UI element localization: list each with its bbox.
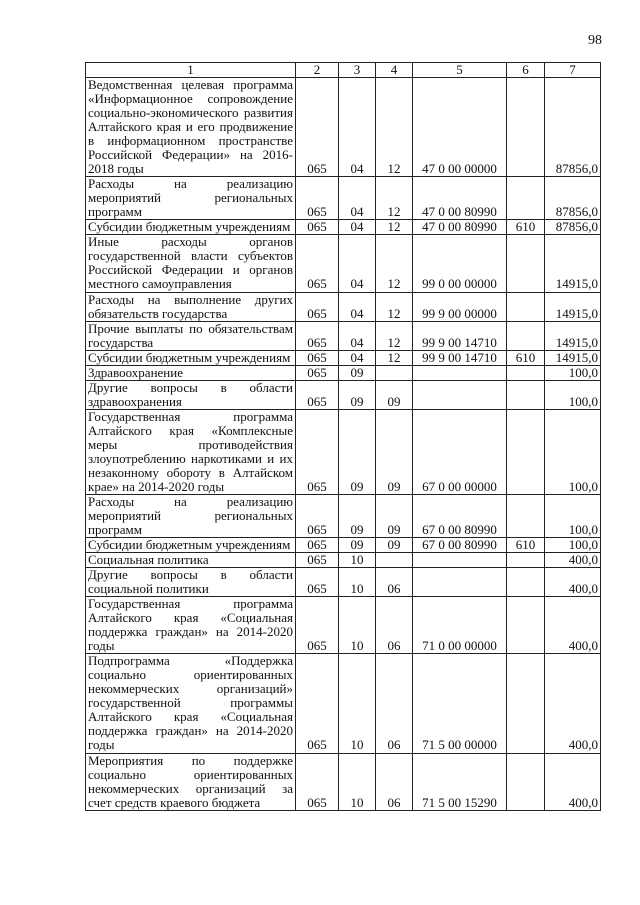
table-row — [86, 597, 601, 654]
row-department-code: 065 — [296, 177, 339, 220]
row-department-code: 065 — [296, 654, 339, 753]
row-department-code: 065 — [296, 409, 339, 494]
row-amount: 14915,0 — [545, 292, 601, 321]
table-row — [86, 753, 601, 810]
row-subsection: 12 — [376, 78, 413, 177]
row-subsection: 12 — [376, 177, 413, 220]
row-description: Здравоохранение — [86, 365, 296, 380]
table-row — [86, 494, 601, 537]
row-subsection: 12 — [376, 220, 413, 235]
row-expense-type — [507, 235, 545, 292]
row-subsection: 12 — [376, 321, 413, 350]
row-department-code: 065 — [296, 380, 339, 409]
table-row — [86, 78, 601, 177]
column-header: 5 — [413, 63, 507, 78]
column-header: 2 — [296, 63, 339, 78]
row-expense-type — [507, 365, 545, 380]
row-section: 10 — [339, 654, 376, 753]
row-description: Государственная программа Алтайского края «Комплексные меры противодействия злоупотреблению наркотиками и их незаконному обороту в Алтайском крае» на 2014-2020 годы — [86, 409, 296, 494]
row-description: Прочие выплаты по обязательствам государства — [86, 321, 296, 350]
row-amount: 100,0 — [545, 538, 601, 553]
row-target-article: 71 5 00 15290 — [413, 753, 507, 810]
row-amount: 400,0 — [545, 597, 601, 654]
page-number: 98 — [588, 33, 602, 48]
row-expense-type — [507, 753, 545, 810]
row-section: 10 — [339, 568, 376, 597]
row-amount: 87856,0 — [545, 177, 601, 220]
row-department-code: 065 — [296, 365, 339, 380]
row-description: Расходы на выполнение других обязательств государства — [86, 292, 296, 321]
row-target-article: 99 9 00 14710 — [413, 321, 507, 350]
row-expense-type — [507, 597, 545, 654]
column-header: 1 — [86, 63, 296, 78]
row-description: Субсидии бюджетным учреждениям — [86, 220, 296, 235]
row-department-code: 065 — [296, 597, 339, 654]
row-expense-type — [507, 409, 545, 494]
row-amount: 14915,0 — [545, 321, 601, 350]
row-subsection: 12 — [376, 350, 413, 365]
row-amount: 100,0 — [545, 494, 601, 537]
row-section: 10 — [339, 753, 376, 810]
row-subsection: 09 — [376, 538, 413, 553]
row-expense-type — [507, 553, 545, 568]
row-department-code: 065 — [296, 568, 339, 597]
row-target-article: 67 0 00 80990 — [413, 494, 507, 537]
row-subsection: 06 — [376, 568, 413, 597]
row-section: 09 — [339, 538, 376, 553]
row-expense-type — [507, 494, 545, 537]
row-section: 09 — [339, 380, 376, 409]
row-description: Мероприятия по поддержке социально ориентированных некоммерческих организаций за счет средств краевого бюджета — [86, 753, 296, 810]
row-target-article: 47 0 00 80990 — [413, 220, 507, 235]
row-section: 04 — [339, 177, 376, 220]
table-row — [86, 321, 601, 350]
row-department-code: 065 — [296, 350, 339, 365]
row-section: 04 — [339, 220, 376, 235]
row-amount: 100,0 — [545, 380, 601, 409]
row-expense-type — [507, 321, 545, 350]
column-header: 6 — [507, 63, 545, 78]
row-subsection: 06 — [376, 597, 413, 654]
row-section: 04 — [339, 292, 376, 321]
table-body — [86, 78, 601, 811]
table-row — [86, 409, 601, 494]
row-target-article — [413, 553, 507, 568]
row-description: Другие вопросы в области социальной политики — [86, 568, 296, 597]
row-amount: 14915,0 — [545, 350, 601, 365]
row-department-code: 065 — [296, 235, 339, 292]
row-section: 04 — [339, 321, 376, 350]
row-target-article — [413, 380, 507, 409]
row-amount: 400,0 — [545, 568, 601, 597]
row-target-article: 47 0 00 00000 — [413, 78, 507, 177]
row-target-article: 99 9 00 14710 — [413, 350, 507, 365]
row-expense-type — [507, 380, 545, 409]
row-target-article — [413, 568, 507, 597]
row-subsection: 06 — [376, 753, 413, 810]
row-expense-type — [507, 78, 545, 177]
table-row — [86, 235, 601, 292]
row-subsection: 12 — [376, 292, 413, 321]
row-target-article: 99 0 00 00000 — [413, 235, 507, 292]
row-description: Субсидии бюджетным учреждениям — [86, 538, 296, 553]
row-target-article: 71 0 00 00000 — [413, 597, 507, 654]
table-row — [86, 654, 601, 753]
row-department-code: 065 — [296, 553, 339, 568]
table-row — [86, 568, 601, 597]
table-row — [86, 553, 601, 568]
table-row — [86, 177, 601, 220]
row-department-code: 065 — [296, 220, 339, 235]
row-section: 09 — [339, 494, 376, 537]
row-subsection: 09 — [376, 409, 413, 494]
budget-table — [85, 62, 601, 811]
row-description: Ведомственная целевая программа «Информационное сопровождение социально-экономического развития Алтайского края и его продвижение в информационном пространстве Российской Федерации» на 2016-2018 годы — [86, 78, 296, 177]
row-subsection: 09 — [376, 380, 413, 409]
row-target-article: 71 5 00 00000 — [413, 654, 507, 753]
row-description: Подпрограмма «Поддержка социально ориентированных некоммерческих организаций» государственной программы Алтайского края «Социальная поддержка граждан» на 2014-2020 годы — [86, 654, 296, 753]
header-row — [86, 63, 601, 78]
table-row — [86, 365, 601, 380]
row-amount: 400,0 — [545, 654, 601, 753]
column-header: 4 — [376, 63, 413, 78]
row-subsection — [376, 365, 413, 380]
row-description: Социальная политика — [86, 553, 296, 568]
row-amount: 400,0 — [545, 553, 601, 568]
row-expense-type: 610 — [507, 350, 545, 365]
row-subsection: 09 — [376, 494, 413, 537]
table-row — [86, 380, 601, 409]
row-section: 10 — [339, 597, 376, 654]
row-expense-type: 610 — [507, 220, 545, 235]
row-department-code: 065 — [296, 292, 339, 321]
row-expense-type: 610 — [507, 538, 545, 553]
table-row — [86, 220, 601, 235]
row-target-article: 47 0 00 80990 — [413, 177, 507, 220]
row-subsection: 06 — [376, 654, 413, 753]
row-expense-type — [507, 654, 545, 753]
row-section: 04 — [339, 78, 376, 177]
row-amount: 14915,0 — [545, 235, 601, 292]
table-row — [86, 538, 601, 553]
row-section: 04 — [339, 235, 376, 292]
row-description: Иные расходы органов государственной власти субъектов Российской Федерации и органов местного самоуправления — [86, 235, 296, 292]
row-target-article: 99 9 00 00000 — [413, 292, 507, 321]
row-amount: 100,0 — [545, 409, 601, 494]
row-description: Другие вопросы в области здравоохранения — [86, 380, 296, 409]
row-target-article: 67 0 00 00000 — [413, 409, 507, 494]
row-amount: 87856,0 — [545, 78, 601, 177]
row-department-code: 065 — [296, 78, 339, 177]
row-description: Расходы на реализацию мероприятий региональных программ — [86, 177, 296, 220]
row-amount: 400,0 — [545, 753, 601, 810]
row-target-article — [413, 365, 507, 380]
row-department-code: 065 — [296, 321, 339, 350]
row-description: Расходы на реализацию мероприятий региональных программ — [86, 494, 296, 537]
row-subsection — [376, 553, 413, 568]
row-department-code: 065 — [296, 538, 339, 553]
table-row — [86, 292, 601, 321]
row-description: Субсидии бюджетным учреждениям — [86, 350, 296, 365]
row-amount: 100,0 — [545, 365, 601, 380]
row-section: 09 — [339, 365, 376, 380]
row-expense-type — [507, 292, 545, 321]
table-row — [86, 350, 601, 365]
row-department-code: 065 — [296, 753, 339, 810]
row-expense-type — [507, 568, 545, 597]
row-section: 04 — [339, 350, 376, 365]
column-header: 3 — [339, 63, 376, 78]
row-amount: 87856,0 — [545, 220, 601, 235]
row-description: Государственная программа Алтайского края «Социальная поддержка граждан» на 2014-2020 годы — [86, 597, 296, 654]
row-expense-type — [507, 177, 545, 220]
row-section: 09 — [339, 409, 376, 494]
row-subsection: 12 — [376, 235, 413, 292]
row-section: 10 — [339, 553, 376, 568]
row-department-code: 065 — [296, 494, 339, 537]
column-header: 7 — [545, 63, 601, 78]
row-target-article: 67 0 00 80990 — [413, 538, 507, 553]
